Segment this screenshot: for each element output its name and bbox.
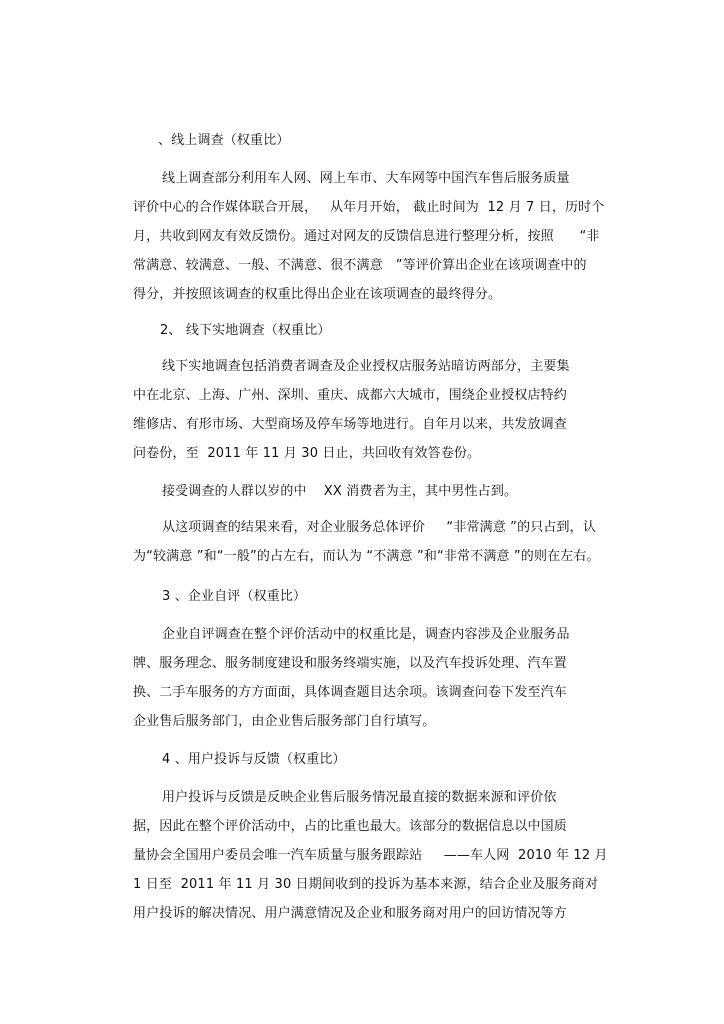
section-2-heading: 2、 线下实地调查（权重比） bbox=[160, 323, 331, 338]
paragraph-line: 中在北京、上海、广州、深圳、重庆、成都六大城市，围绕企业授权店特约 bbox=[133, 388, 567, 403]
paragraph-line: 问卷份，至 2011 年 11 月 30 日止，共回收有效答卷份。 bbox=[133, 446, 481, 461]
paragraph-line: 得分，并按照该调查的权重比得出企业在该项调查的最终得分。 bbox=[133, 287, 502, 302]
paragraph-line: 牌、服务理念、服务制度建设和服务终端实施，以及汽车投诉处理、汽车置 bbox=[133, 656, 567, 671]
paragraph-line: 换、二手车服务的方方面面，具体调查题目达余项。该调查问卷下发至汽车 bbox=[133, 685, 567, 700]
paragraph-line: 据，因此在整个评价活动中，占的比重也最大。该部分的数据信息以中国质 bbox=[133, 819, 567, 834]
paragraph-line: 接受调查的人群以岁的中 XX 消费者为主，其中男性占到。 bbox=[162, 484, 518, 499]
paragraph-line: 企业售后服务部门，由企业售后服务部门自行填写。 bbox=[133, 714, 436, 729]
paragraph-line: 用户投诉与反馈是反映企业售后服务情况最直接的数据来源和评价依 bbox=[162, 790, 557, 805]
paragraph-line: 从这项调查的结果来看，对企业服务总体评价 “非常满意 ”的只占到，认 bbox=[162, 520, 596, 535]
section-4-heading: 4 、用户投诉与反馈（权重比） bbox=[162, 752, 346, 767]
paragraph-line: 用户投诉的解决情况、用户满意情况及企业和服务商对用户的回访情况等方 bbox=[133, 906, 567, 921]
paragraph-line: 维修店、有形市场、大型商场及停车场等地进行。自年月以来，共发放调查 bbox=[133, 417, 567, 432]
paragraph-line: 常满意、较满意、一般、不满意、很不满意 ”等评价算出企业在该项调查中的 bbox=[133, 258, 587, 273]
paragraph-line: 量协会全国用户委员会唯一汽车质量与服务跟踪站 ——车人网 2010 年 12 月 bbox=[133, 848, 608, 863]
paragraph-line: 企业自评调查在整个评价活动中的权重比是，调查内容涉及企业服务品 bbox=[162, 627, 570, 642]
section-1-heading: 、线上调查（权重比） bbox=[158, 133, 290, 148]
paragraph-line: 月，共收到网友有效反馈份。通过对网友的反馈信息进行整理分析，按照 “非 bbox=[133, 229, 600, 244]
paragraph-line: 为“较满意 ”和“一般”的占左右，而认为 “不满意 ”和“非常不满意 ”的则在左右。 bbox=[133, 549, 600, 564]
paragraph-line: 线下实地调查包括消费者调查及企业授权店服务站暗访两部分，主要集 bbox=[162, 359, 570, 374]
paragraph-line: 线上调查部分利用车人网、网上车市、大车网等中国汽车售后服务质量 bbox=[162, 171, 570, 186]
paragraph-line: 1 日至 2011 年 11 月 30 日期间收到的投诉为基本来源，结合企业及服务商对 bbox=[133, 877, 599, 892]
section-3-heading: 3 、企业自评（权重比） bbox=[162, 589, 307, 604]
paragraph-line: 评价中心的合作媒体联合开展， 从年月开始， 截止时间为 12 月 7 日，历时个 bbox=[133, 200, 605, 215]
